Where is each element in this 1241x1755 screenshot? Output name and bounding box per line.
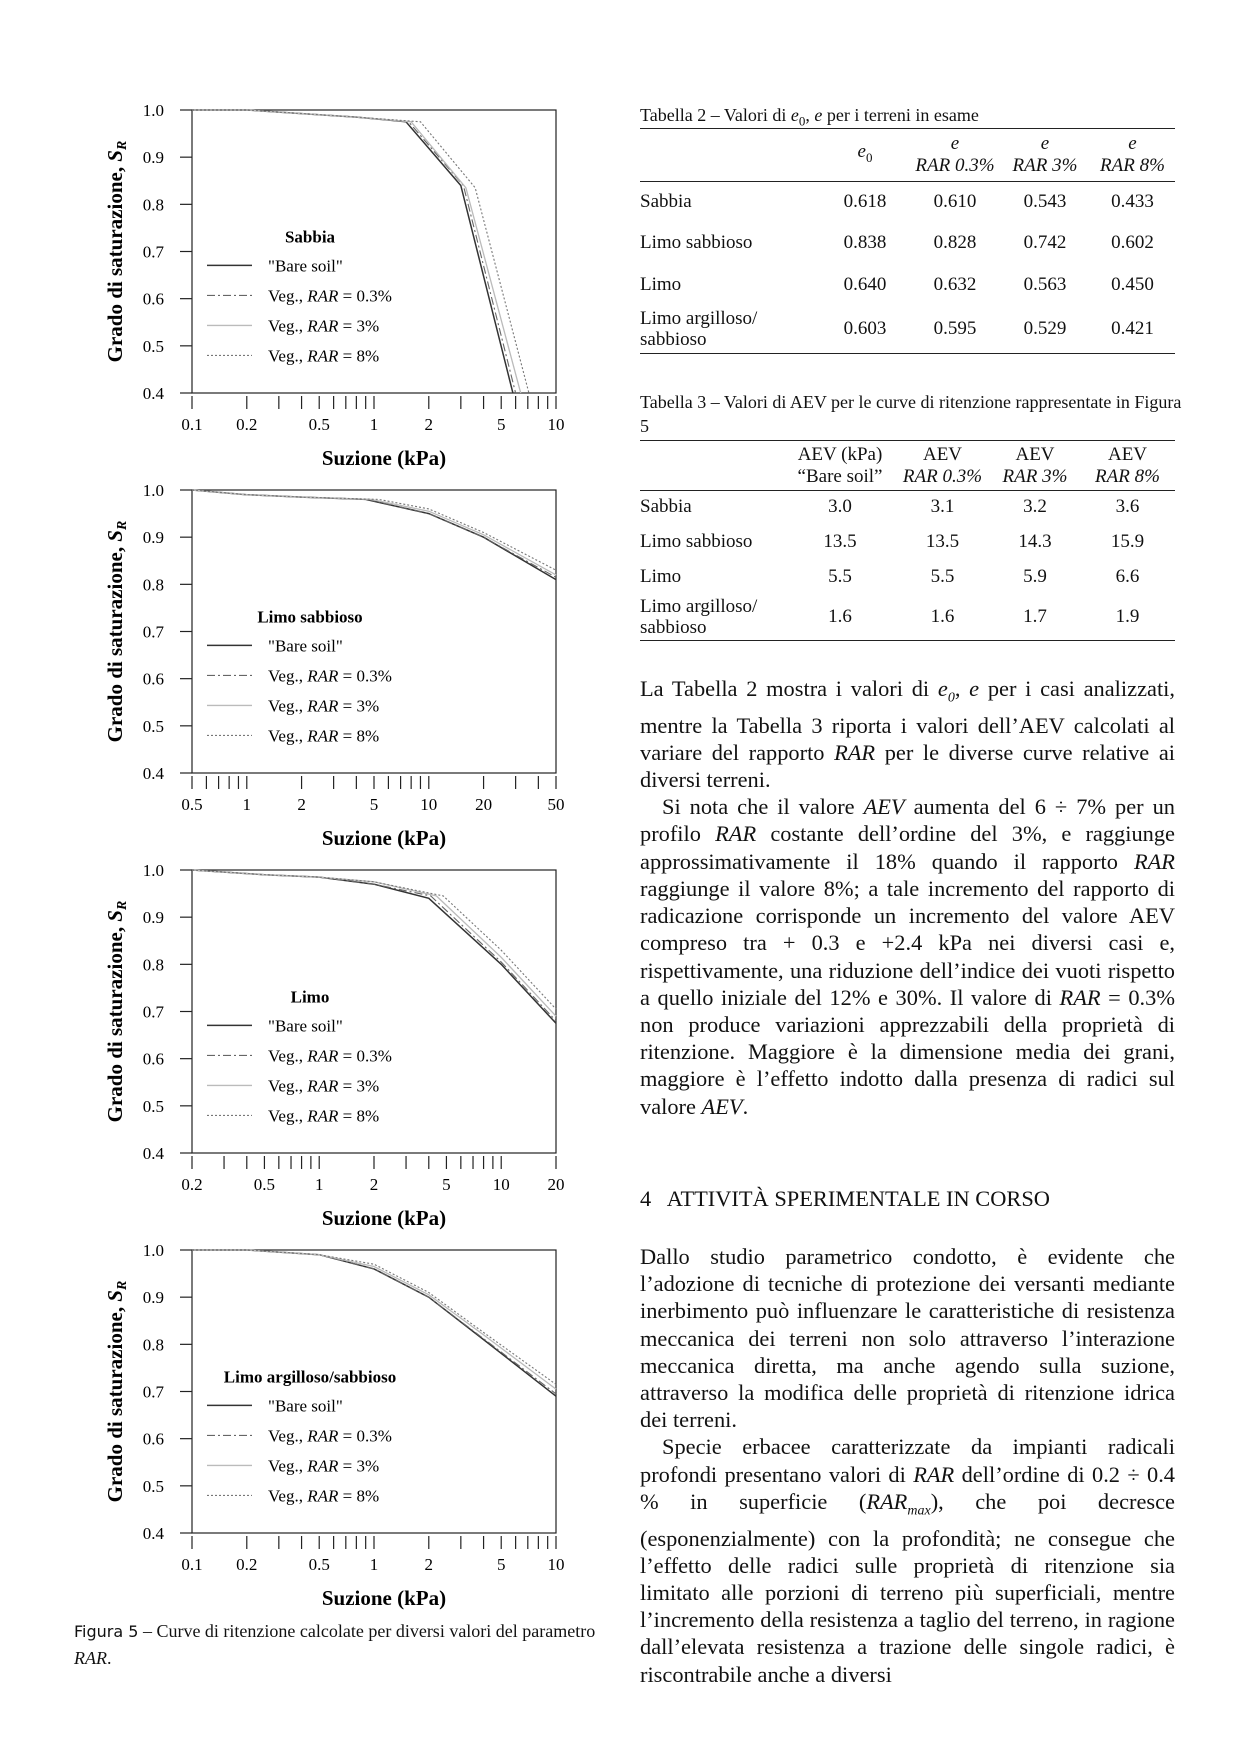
legend-title: Limo argilloso/sabbioso xyxy=(223,1367,397,1387)
x-tick-label: 20 xyxy=(475,795,493,814)
x-axis-label: Suzione (kPa) xyxy=(321,1206,447,1230)
legend-label-rar: RAR xyxy=(307,346,339,366)
chart-panel xyxy=(103,1241,565,1610)
row-label: Limo argilloso/ sabbioso xyxy=(640,596,758,639)
y-axis-label-subscript: R xyxy=(115,1280,130,1290)
y-tick-label: 0.5 xyxy=(142,1476,164,1496)
series-line xyxy=(192,490,556,580)
legend-label: "Bare soil" xyxy=(268,636,343,656)
chart-panel xyxy=(103,481,565,850)
legend-label: Veg., RAR = 3% xyxy=(268,316,380,336)
y-tick-label: 0.5 xyxy=(142,716,164,736)
series-line xyxy=(192,490,556,577)
table2-caption-sub: 0 xyxy=(798,113,806,129)
y-axis-label-symbol: S xyxy=(103,1289,127,1302)
x-tick-label: 10 xyxy=(547,1555,565,1574)
table-cell: 0.543 xyxy=(1023,190,1067,212)
legend-label-rar: RAR xyxy=(307,1076,339,1096)
table-cell: 6.6 xyxy=(1115,566,1140,587)
legend-label-rar: RAR xyxy=(307,1106,339,1126)
y-tick-label: 0.9 xyxy=(142,908,164,928)
legend-label-rar: RAR xyxy=(307,1486,339,1506)
y-tick-label: 0.9 xyxy=(142,528,164,548)
figure-caption-rar: RAR xyxy=(74,1648,107,1668)
legend-label: Veg., RAR = 3% xyxy=(268,696,380,716)
x-tick-label: 2 xyxy=(424,1555,434,1574)
body-text-upper xyxy=(640,675,1175,1120)
legend-label: "Bare soil" xyxy=(268,1016,343,1036)
x-tick-label: 0.5 xyxy=(308,415,330,434)
table-cell: 0.433 xyxy=(1111,190,1154,212)
x-tick-label: 1 xyxy=(242,795,252,814)
table2-caption-e0: e xyxy=(790,105,799,125)
x-tick-label: 1 xyxy=(369,1555,379,1574)
table-cell: 1.7 xyxy=(1023,606,1047,628)
figure-caption-text: – Curve di ritenzione calcolate per diversi valori del parametro xyxy=(138,1621,596,1641)
legend-label-rar: RAR xyxy=(307,1046,339,1066)
x-tick-label: 10 xyxy=(420,795,438,814)
row-label: Limo argilloso/ sabbioso xyxy=(640,308,758,351)
y-tick-label: 0.4 xyxy=(142,1144,164,1163)
table-cell: 1.6 xyxy=(828,606,852,628)
table2: $e_0$ e RAR 0.3% e RAR 3% e RAR 8% Sabbia 0.618 0.610 0.543 0.433 Limo sabbioso 0.838 0.828 0.742 0.602 Limo 0.640 0.632 0.563 0.450 Limo argilloso/ sabbioso 0.603 0.595 0.529 0.421 xyxy=(640,128,1175,354)
legend-label-rar: RAR xyxy=(307,1426,339,1446)
legend-label: "Bare soil" xyxy=(268,256,343,276)
x-tick-label: 20 xyxy=(547,1175,565,1194)
x-tick-label: 0.1 xyxy=(181,1555,203,1574)
x-tick-label: 0.5 xyxy=(308,1555,330,1574)
y-tick-label: 0.5 xyxy=(142,1096,164,1116)
table-cell: 5.9 xyxy=(1023,566,1047,587)
row-label: Limo sabbioso xyxy=(640,231,753,253)
table-cell: 0.640 xyxy=(843,273,887,295)
x-tick-label: 2 xyxy=(424,415,434,434)
y-tick-label: 0.8 xyxy=(142,575,164,595)
legend-label: Veg., RAR = 3% xyxy=(268,1456,380,1476)
table-row xyxy=(640,264,1175,306)
x-tick-label: 10 xyxy=(547,415,565,434)
y-tick-label: 1.0 xyxy=(142,1241,164,1260)
y-tick-label: 0.6 xyxy=(142,1429,164,1449)
row-label: Sabbia xyxy=(640,496,692,518)
series-line xyxy=(192,490,556,575)
x-tick-label: 0.2 xyxy=(236,1555,258,1574)
y-tick-label: 0.8 xyxy=(142,955,164,975)
y-axis-label: Grado di saturazione, SR xyxy=(103,1280,130,1503)
table-cell: 0.838 xyxy=(843,231,887,253)
legend-label: Veg., RAR = 3% xyxy=(268,1076,380,1096)
x-axis-label: Suzione (kPa) xyxy=(321,826,447,850)
table-cell: 0.450 xyxy=(1111,273,1154,295)
x-tick-label: 0.5 xyxy=(253,1175,276,1194)
x-axis-label: Suzione (kPa) xyxy=(321,1586,447,1610)
table-cell: 1.9 xyxy=(1115,606,1140,628)
x-tick-label: 1 xyxy=(314,1175,324,1194)
y-axis-label-subscript: R xyxy=(115,140,130,150)
legend-label-rar: RAR xyxy=(307,1456,339,1476)
series-line xyxy=(192,870,556,1023)
paragraph-2: Si nota che il valore AEV aumenta del 6 ÷ 7% per un profilo RAR costante dell’ordine del 3%, e raggiunge approssimativamente il 18% quando il rapporto RAR raggiunge il valore 8%; a tale incremento del rapporto di radicazione corrisponde un incremento del valore AEV compreso tra + 0.3 e +2.4 kPa nei diversi casi e, rispettivamente, una riduzione dell’indice dei vuoti rispetto a quello iniziale del 12% e 30%. Il valore di RAR = 0.3% non produce variazioni apprezzabili della proprietà di ritenzione. Maggiore è la dimensione media dei grani, maggiore è l’effetto indotto dalla presenza di radici sul valore AEV. xyxy=(640,794,1175,1119)
legend-label-rar: RAR xyxy=(307,286,339,306)
table-cell: 3.2 xyxy=(1023,496,1047,518)
x-tick-label: 50 xyxy=(547,795,565,814)
table-row xyxy=(640,491,1175,524)
table-row xyxy=(640,306,1175,354)
table2-caption-e: e xyxy=(814,105,823,125)
table-cell: 0.603 xyxy=(843,318,887,340)
table-cell: 0.529 xyxy=(1023,318,1067,340)
table-cell: 0.618 xyxy=(843,190,887,212)
table-cell: 1.6 xyxy=(930,606,955,628)
series-line xyxy=(192,870,556,1016)
legend-title: Sabbia xyxy=(284,227,336,247)
table-cell: 0.421 xyxy=(1111,318,1154,340)
table-row xyxy=(640,222,1175,264)
legend-label-rar: RAR xyxy=(307,666,339,686)
y-tick-label: 1.0 xyxy=(142,861,164,880)
table-cell: 0.610 xyxy=(933,190,977,212)
legend-title: Limo sabbioso xyxy=(257,607,363,627)
legend-label: "Bare soil" xyxy=(268,1396,343,1416)
legend-label-rar: RAR xyxy=(307,726,339,746)
y-tick-label: 0.4 xyxy=(142,1524,164,1543)
table-row xyxy=(640,524,1175,560)
legend-label: Veg., RAR = 8% xyxy=(268,346,380,366)
legend-label: Veg., RAR = 0.3% xyxy=(268,1426,392,1446)
x-tick-label: 0.2 xyxy=(236,415,258,434)
x-tick-label: 0.2 xyxy=(181,1175,203,1194)
figure-caption-end: . xyxy=(107,1648,112,1668)
legend-label: Veg., RAR = 8% xyxy=(268,1106,380,1126)
table-cell: 0.742 xyxy=(1023,231,1067,253)
table-cell: 0.602 xyxy=(1111,231,1154,253)
x-tick-label: 5 xyxy=(496,1555,506,1574)
table2-caption-pre: Tabella 2 – Valori di xyxy=(640,105,791,125)
table-cell: 14.3 xyxy=(1018,530,1052,552)
table-cell: 3.6 xyxy=(1115,496,1140,518)
y-tick-label: 0.4 xyxy=(142,764,164,783)
row-label: Limo sabbioso xyxy=(640,530,753,552)
x-tick-label: 0.1 xyxy=(181,415,203,434)
y-tick-label: 0.7 xyxy=(142,1382,164,1402)
y-tick-label: 0.5 xyxy=(142,336,164,356)
y-tick-label: 0.9 xyxy=(142,1288,164,1308)
legend-label: Veg., RAR = 8% xyxy=(268,1486,380,1506)
series-line xyxy=(192,870,556,1009)
y-tick-label: 0.8 xyxy=(142,195,164,215)
y-tick-label: 0.6 xyxy=(142,289,164,309)
paragraph-4: Specie erbacee caratterizzate da impianti radicali profondi presentano valori di RAR dell’ordine di 0.2 ÷ 0.4 % in superficie $(RAR_{max})$, che poi decresce (esponenzialmente) con la profondità; ne consegue che l’effetto delle radici sulle proprietà di ritenzione sia limitato alle porzioni di terreno più superficiali, mentre l’incremento della resistenza a taglio del terreno, in ragione dall’elevata resistenza a trazione delle singole radici, è riscontrabile anche a diversi xyxy=(640,1434,1175,1687)
table2-caption-post: per i terreni in esame xyxy=(822,105,979,125)
y-tick-label: 0.6 xyxy=(142,669,164,689)
table-cell: 0.828 xyxy=(933,231,977,253)
x-tick-label: 10 xyxy=(492,1175,510,1194)
legend-label-rar: RAR xyxy=(307,696,339,716)
y-axis-label-symbol: S xyxy=(103,529,127,542)
y-tick-label: 0.7 xyxy=(142,622,164,642)
legend-label: Veg., RAR = 0.3% xyxy=(268,1046,392,1066)
paragraph-3: Dallo studio parametrico condotto, è evidente che l’adozione di tecniche di protezione dei versanti mediante inerbimento può influenzare le caratteristiche di resistenza meccanica dei terreni non solo attraverso l’interazione meccanica diretta, ma anche agendo sulla suzione, attraverso la modifica delle proprietà di ritenzione idrica dei terreni. xyxy=(640,1244,1175,1433)
y-tick-label: 1.0 xyxy=(142,101,164,120)
figure-caption-label: Figura 5 xyxy=(74,1622,139,1641)
y-tick-label: 0.7 xyxy=(142,1002,164,1022)
x-tick-label: 2 xyxy=(297,795,306,814)
series-line xyxy=(192,1250,556,1387)
section-heading: 4 ATTIVITÀ SPERIMENTALE IN CORSO xyxy=(640,1186,1050,1211)
x-tick-label: 0.5 xyxy=(181,795,203,814)
table3: AEV (kPa) “Bare soil” AEV RAR 0.3% AEV RAR 3% AEV RAR 8% Sabbia 3.0 3.1 3.2 3.6 Limo sabbioso 13.5 13.5 14.3 15.9 Limo 5.5 5.5 5.9 6.6 Limo argilloso/ sabbioso 1.6 1.6 1.7 1.9 xyxy=(640,440,1175,641)
table3-caption: Tabella 3 – Valori di AEV per le curve di ritenzione rappresentate in Figura 5 xyxy=(640,392,1182,436)
x-tick-label: 1 xyxy=(369,415,379,434)
y-axis-label: Grado di saturazione, SR xyxy=(103,900,130,1123)
x-tick-label: 5 xyxy=(369,795,379,814)
x-tick-label: 2 xyxy=(369,1175,379,1194)
table-cell: 0.595 xyxy=(933,318,977,340)
y-tick-label: 0.7 xyxy=(142,242,164,262)
chart-panel xyxy=(103,861,565,1230)
y-tick-label: 0.6 xyxy=(142,1049,164,1069)
row-label: Limo xyxy=(640,566,682,587)
row-label: Limo xyxy=(640,273,682,295)
y-axis-label-subscript: R xyxy=(115,520,130,530)
table-cell: 15.9 xyxy=(1110,530,1145,552)
legend-label: Veg., RAR = 8% xyxy=(268,726,380,746)
row-label: Sabbia xyxy=(640,190,692,212)
y-tick-label: 1.0 xyxy=(142,481,164,500)
table-cell: 13.5 xyxy=(823,530,857,552)
body-text-lower xyxy=(640,1243,1175,1688)
series-line xyxy=(192,870,556,1021)
y-axis-label: Grado di saturazione, SR xyxy=(103,140,130,363)
x-axis-label: Suzione (kPa) xyxy=(321,446,447,470)
table-row xyxy=(640,560,1175,595)
legend-title: Limo xyxy=(290,987,330,1007)
legend-label-rar: RAR xyxy=(307,316,339,336)
table-cell: 5.5 xyxy=(930,566,955,587)
y-tick-label: 0.4 xyxy=(142,384,164,403)
y-tick-label: 0.9 xyxy=(142,148,164,168)
table-cell: 0.632 xyxy=(933,273,977,295)
table-row xyxy=(640,595,1175,641)
x-tick-label: 5 xyxy=(442,1175,451,1194)
y-axis-label-symbol: S xyxy=(103,909,127,922)
legend-label: Veg., RAR = 0.3% xyxy=(268,286,392,306)
figure-caption xyxy=(74,1618,608,1672)
table-cell: 0.563 xyxy=(1023,273,1067,295)
table-row xyxy=(640,182,1175,222)
y-axis-label: Grado di saturazione, SR xyxy=(103,520,130,743)
y-tick-label: 0.8 xyxy=(142,1335,164,1355)
y-axis-label-symbol: S xyxy=(103,149,127,162)
table-cell: 3.1 xyxy=(930,496,955,518)
paragraph-1: La Tabella 2 mostra i valori di $e_0$, e per i casi analizzati, mentre la Tabella 3 riporta i valori dell’AEV calcolati al variare del rapporto RAR per le diverse curve relative ai diversi terreni. xyxy=(640,676,1175,793)
table2-caption-mid: , xyxy=(805,105,815,125)
chart-panel xyxy=(103,101,565,470)
table-cell: 3.0 xyxy=(828,496,852,518)
legend-label: Veg., RAR = 0.3% xyxy=(268,666,392,686)
y-axis-label-subscript: R xyxy=(115,900,130,910)
table-cell: 13.5 xyxy=(925,530,960,552)
table-cell: 5.5 xyxy=(828,566,852,587)
x-tick-label: 5 xyxy=(496,415,506,434)
figure-5-charts xyxy=(0,0,620,1610)
